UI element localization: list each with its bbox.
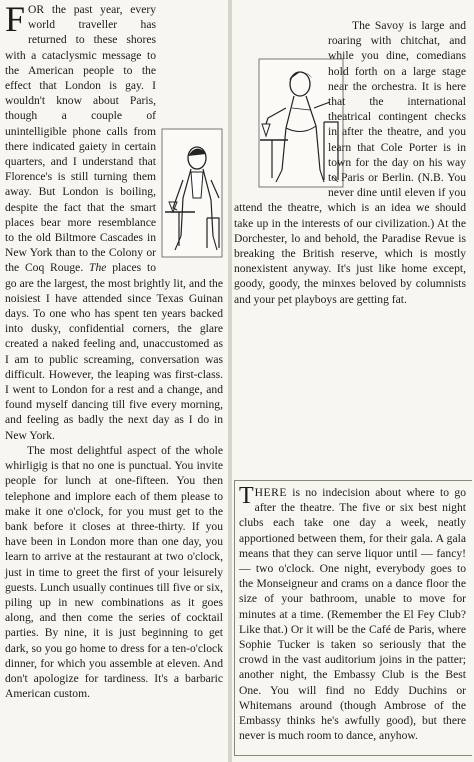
boxed-lead-word: HERE <box>254 486 287 499</box>
left-paragraph-1 <box>5 2 223 443</box>
left-text-block <box>5 2 223 701</box>
right-column <box>232 0 474 762</box>
illustration-man-at-table <box>161 128 223 258</box>
left-column <box>0 0 228 762</box>
right-paragraph-1 <box>234 18 466 307</box>
boxed-paragraph-text: is no indecision about where to go after the theatre. The five or six best night clubs each take one day a week, neatly apportioned between them, for their gala. A gala means that they can serve liquor until — fancy! — two o'clock. One night, everybody goes to the Monseigneur and crams on a dance floor the size of your bathroom, unable to move for minutes at a time. (Remember the El Fey Club? Like that.) Or it will be the Café de Paris, where Sophie Tucker is taken so seriously that the crowd in the vast auditorium joins in the patter; another night, the Embassy Club is the Best One. You will find no Eddy Duchins or Whitemans around (though Ambrose of the Embassy thinks he's awfully good), but there never is much room to dance, anyhow. <box>239 486 466 743</box>
left-paragraph-1-text: OR the past year, every world traveller has returned to these shores with a cataclysmic message to the American people to the effect that London is gay. I wouldn't know about Paris, though a couple of unintelligible phone calls from there indicated gaiety in certain quarters, and I understand that Florence's is still turning them away. But London is boiling, despite the fact that the smart places bear more resemblance to the old Biltmore Cascades in New York than to the Colony or the Coq Rouge. <box>5 3 156 275</box>
dropcap-f: F <box>5 0 26 39</box>
boxed-article-text <box>239 485 466 743</box>
left-paragraph-2: The most delightful aspect of the whole whirligig is that no one is punctual. You invite people for lunch at one-fifteen. You then telephone and implore each of them please to make it one o'clock, for you must get to the bank before it closes at three-thirty. If you have been in London more than one day, you learn to arrive at the restaurant at two o'clock, just in time to greet the first of your leisurely guests. Lunch usually continues till five or six, piling up in new combinations as it goes along, and then come the series of cocktail parties. By nine, it is just beginning to get dark, so you go home to dress for a ten-o'clock dinner, for which you assemble at eleven. And don't apologize for tardiness. It's a barbaric American custom. <box>5 443 223 701</box>
right-paragraph-1-text: The Savoy is large and roaring with chitchat, and while you dine, comedians hold forth on a large stage near the orchestra. It is here that the international theatrical contingent checks in after the theatre, and you learn that Cole Porter is in town for the day on his way to Paris or Berlin. (N.B. You never dine until eleven if you attend the theatre, which is an idea we should take up in the interests of our civilization.) At the Dorchester, lo and behold, the Paradise Revue is breaking the British reserve, which is mostly nonexistent anyway. It's just like home except, goody, goody, the minxes beloved by columnists and your pet playboys are getting fat. <box>234 19 466 306</box>
dropcap-t: T <box>239 483 254 509</box>
boxed-paragraph <box>239 485 466 743</box>
left-paragraph-1-italic: The <box>89 261 107 275</box>
illustration-woman-at-table <box>234 58 320 188</box>
boxed-article <box>234 480 472 756</box>
right-text-block <box>234 18 466 307</box>
left-paragraph-1-continued: places to go are the largest, the most brightly lit, and the noisiest I have attended since Texas Guinan days. To one who has spent ten years backed into dusky, confidential corners, the glare created a naked feeling and, unaccustomed as I am to public screaming, conversation was difficult. However, the leaping was first-class. I went to London for a rest and a change, and found myself dancing till five every morning, and feeling as badly the next day as I do in New York. <box>5 261 223 442</box>
